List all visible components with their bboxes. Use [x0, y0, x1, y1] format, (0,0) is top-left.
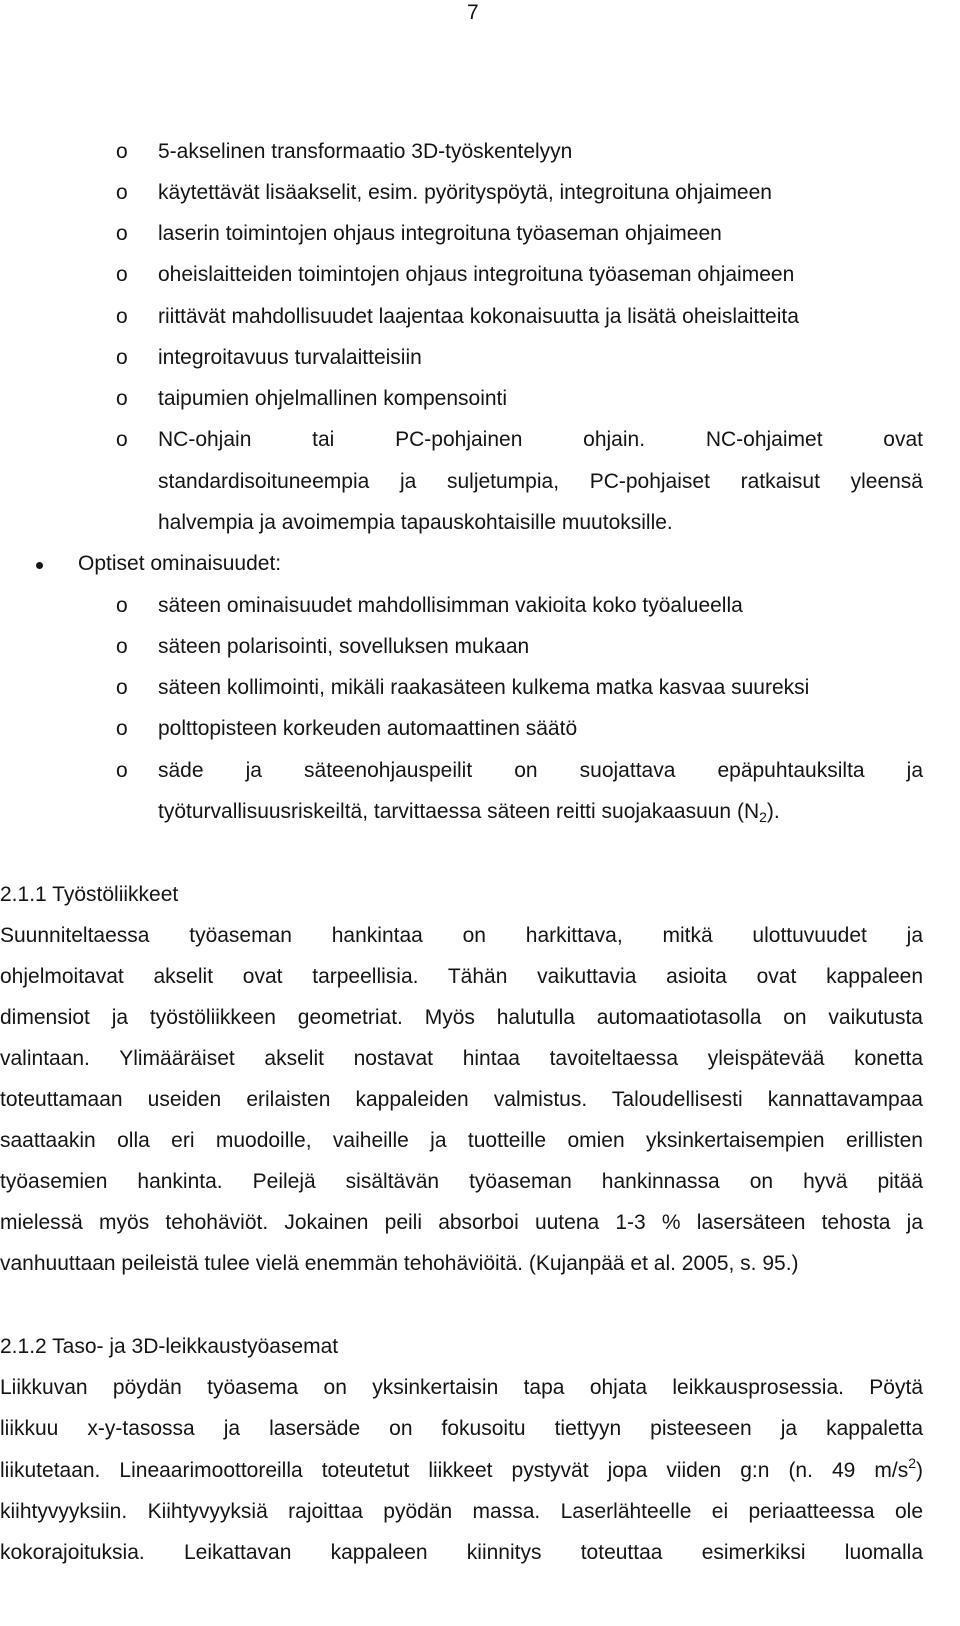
- nc-item-line: halvempia ja avoimempia tapauskohtaisille muutoksille.: [158, 511, 673, 534]
- paragraph-line: Liikkuvan pöydän työasema on yksinkertaisin tapa ohjata leikkausprosessia. Pöytä: [0, 1376, 923, 1399]
- nc-item-line: standardisoituneempia ja suljetumpia, PC-pohjaiset ratkaisut yleensä: [158, 470, 923, 493]
- text-run: liikutetaan. Lineaarimoottoreilla toteutetut liikkeet pystyvät jopa viiden g:n (n. 49 m/s: [0, 1459, 909, 1482]
- list-item: oheislaitteiden toimintojen ohjaus integroituna työaseman ohjaimeen: [158, 263, 795, 286]
- list-item: säteen ominaisuudet mahdollisimman vakioita koko työalueella: [158, 594, 743, 617]
- paragraph-line: saattaakin olla eri muodoille, vaiheille ja tuotteille omien yksinkertaisempien erillisten: [0, 1129, 923, 1152]
- list-marker: o: [116, 305, 128, 328]
- paragraph-line: valintaan. Ylimääräiset akselit nostavat hintaa tavoiteltaessa yleispätevää konetta: [0, 1047, 923, 1070]
- list-item: laserin toimintojen ohjaus integroituna työaseman ohjaimeen: [158, 222, 722, 245]
- paragraph-line: liikkuu x-y-tasossa ja lasersäde on fokusoitu tiettyyn pisteeseen ja kappaletta: [0, 1417, 923, 1440]
- list-item: integroitavuus turvalaitteisiin: [158, 346, 422, 369]
- list-marker: o: [116, 263, 128, 286]
- list-item: riittävät mahdollisuudet laajentaa kokonaisuutta ja lisätä oheislaitteita: [158, 305, 799, 328]
- paragraph-line: ohjelmoitavat akselit ovat tarpeellisia. Tähän vaikuttavia asioita ovat kappaleen: [0, 965, 923, 988]
- list-item: käytettävät lisäakselit, esim. pyörityspöytä, integroituna ohjaimeen: [158, 181, 772, 204]
- list-item: säteen polarisointi, sovelluksen mukaan: [158, 635, 530, 658]
- subscript: 2: [759, 809, 767, 825]
- list-item: säteen kollimointi, mikäli raakasäteen kulkema matka kasvaa suureksi: [158, 676, 810, 699]
- list-marker: o: [116, 676, 128, 699]
- optics-heading: Optiset ominaisuudet:: [78, 552, 282, 575]
- paragraph-line: kiihtyvyyksiin. Kiihtyvyyksiä rajoittaa pyödän massa. Laserlähteelle ei periaatteessa ole: [0, 1500, 923, 1523]
- nc-item-line: NC-ohjain tai PC-pohjainen ohjain. NC-ohjaimet ovat: [158, 428, 923, 451]
- list-marker: o: [116, 387, 128, 410]
- paragraph-line: työasemien hankinta. Peilejä sisältävän työaseman hankinnassa on hyvä pitää: [0, 1170, 923, 1193]
- section-heading: 2.1.1 Työstöliikkeet: [0, 883, 179, 906]
- paragraph-line: mielessä myös tehohäviöt. Jokainen peili absorboi uutena 1-3 % lasersäteen tehosta ja: [0, 1211, 923, 1234]
- list-marker: o: [116, 635, 128, 658]
- list-marker: o: [116, 428, 128, 451]
- mirror-text: työturvallisuusriskeiltä, tarvittaessa säteen reitti suojakaasuun (N: [158, 800, 760, 823]
- text-run-end: ): [916, 1459, 923, 1482]
- list-item: 5-akselinen transformaatio 3D-työskentelyyn: [158, 140, 573, 163]
- list-marker: o: [116, 140, 128, 163]
- paragraph-line: toteuttamaan useiden erilaisten kappaleiden valmistus. Taloudellisesti kannattavampaa: [0, 1088, 923, 1111]
- paragraph-line: dimensiot ja työstöliikkeen geometriat. Myös halutulla automaatiotasolla on vaikutusta: [0, 1006, 923, 1029]
- mirror-item-line: [158, 799, 780, 825]
- paragraph-line: Suunniteltaessa työaseman hankintaa on harkittava, mitkä ulottuvuudet ja: [0, 924, 923, 947]
- list-marker: o: [116, 181, 128, 204]
- section-heading: 2.1.2 Taso- ja 3D-leikkaustyöasemat: [0, 1335, 339, 1358]
- mirror-text-end: ).: [766, 800, 780, 823]
- list-item: polttopisteen korkeuden automaattinen säätö: [158, 717, 578, 740]
- paragraph-line: vanhuuttaan peileistä tulee vielä enemmän tehohäviöitä. (Kujanpää et al. 2005, s. 95.): [0, 1252, 799, 1275]
- list-marker: o: [116, 346, 128, 369]
- list-marker: o: [116, 594, 128, 617]
- superscript: 2: [908, 1455, 916, 1471]
- paragraph-line: [0, 1455, 923, 1484]
- list-marker: o: [116, 222, 128, 245]
- page-number: 7: [467, 1, 479, 24]
- list-marker: o: [116, 759, 128, 782]
- paragraph-line: kokorajoituksia. Leikattavan kappaleen kiinnitys toteuttaa esimerkiksi luomalla: [0, 1541, 923, 1564]
- bullet-icon: [36, 562, 43, 569]
- list-item: taipumien ohjelmallinen kompensointi: [158, 387, 508, 410]
- list-marker: o: [116, 717, 128, 740]
- mirror-item-line: säde ja säteenohjauspeilit on suojattava epäpuhtauksilta ja: [158, 759, 923, 782]
